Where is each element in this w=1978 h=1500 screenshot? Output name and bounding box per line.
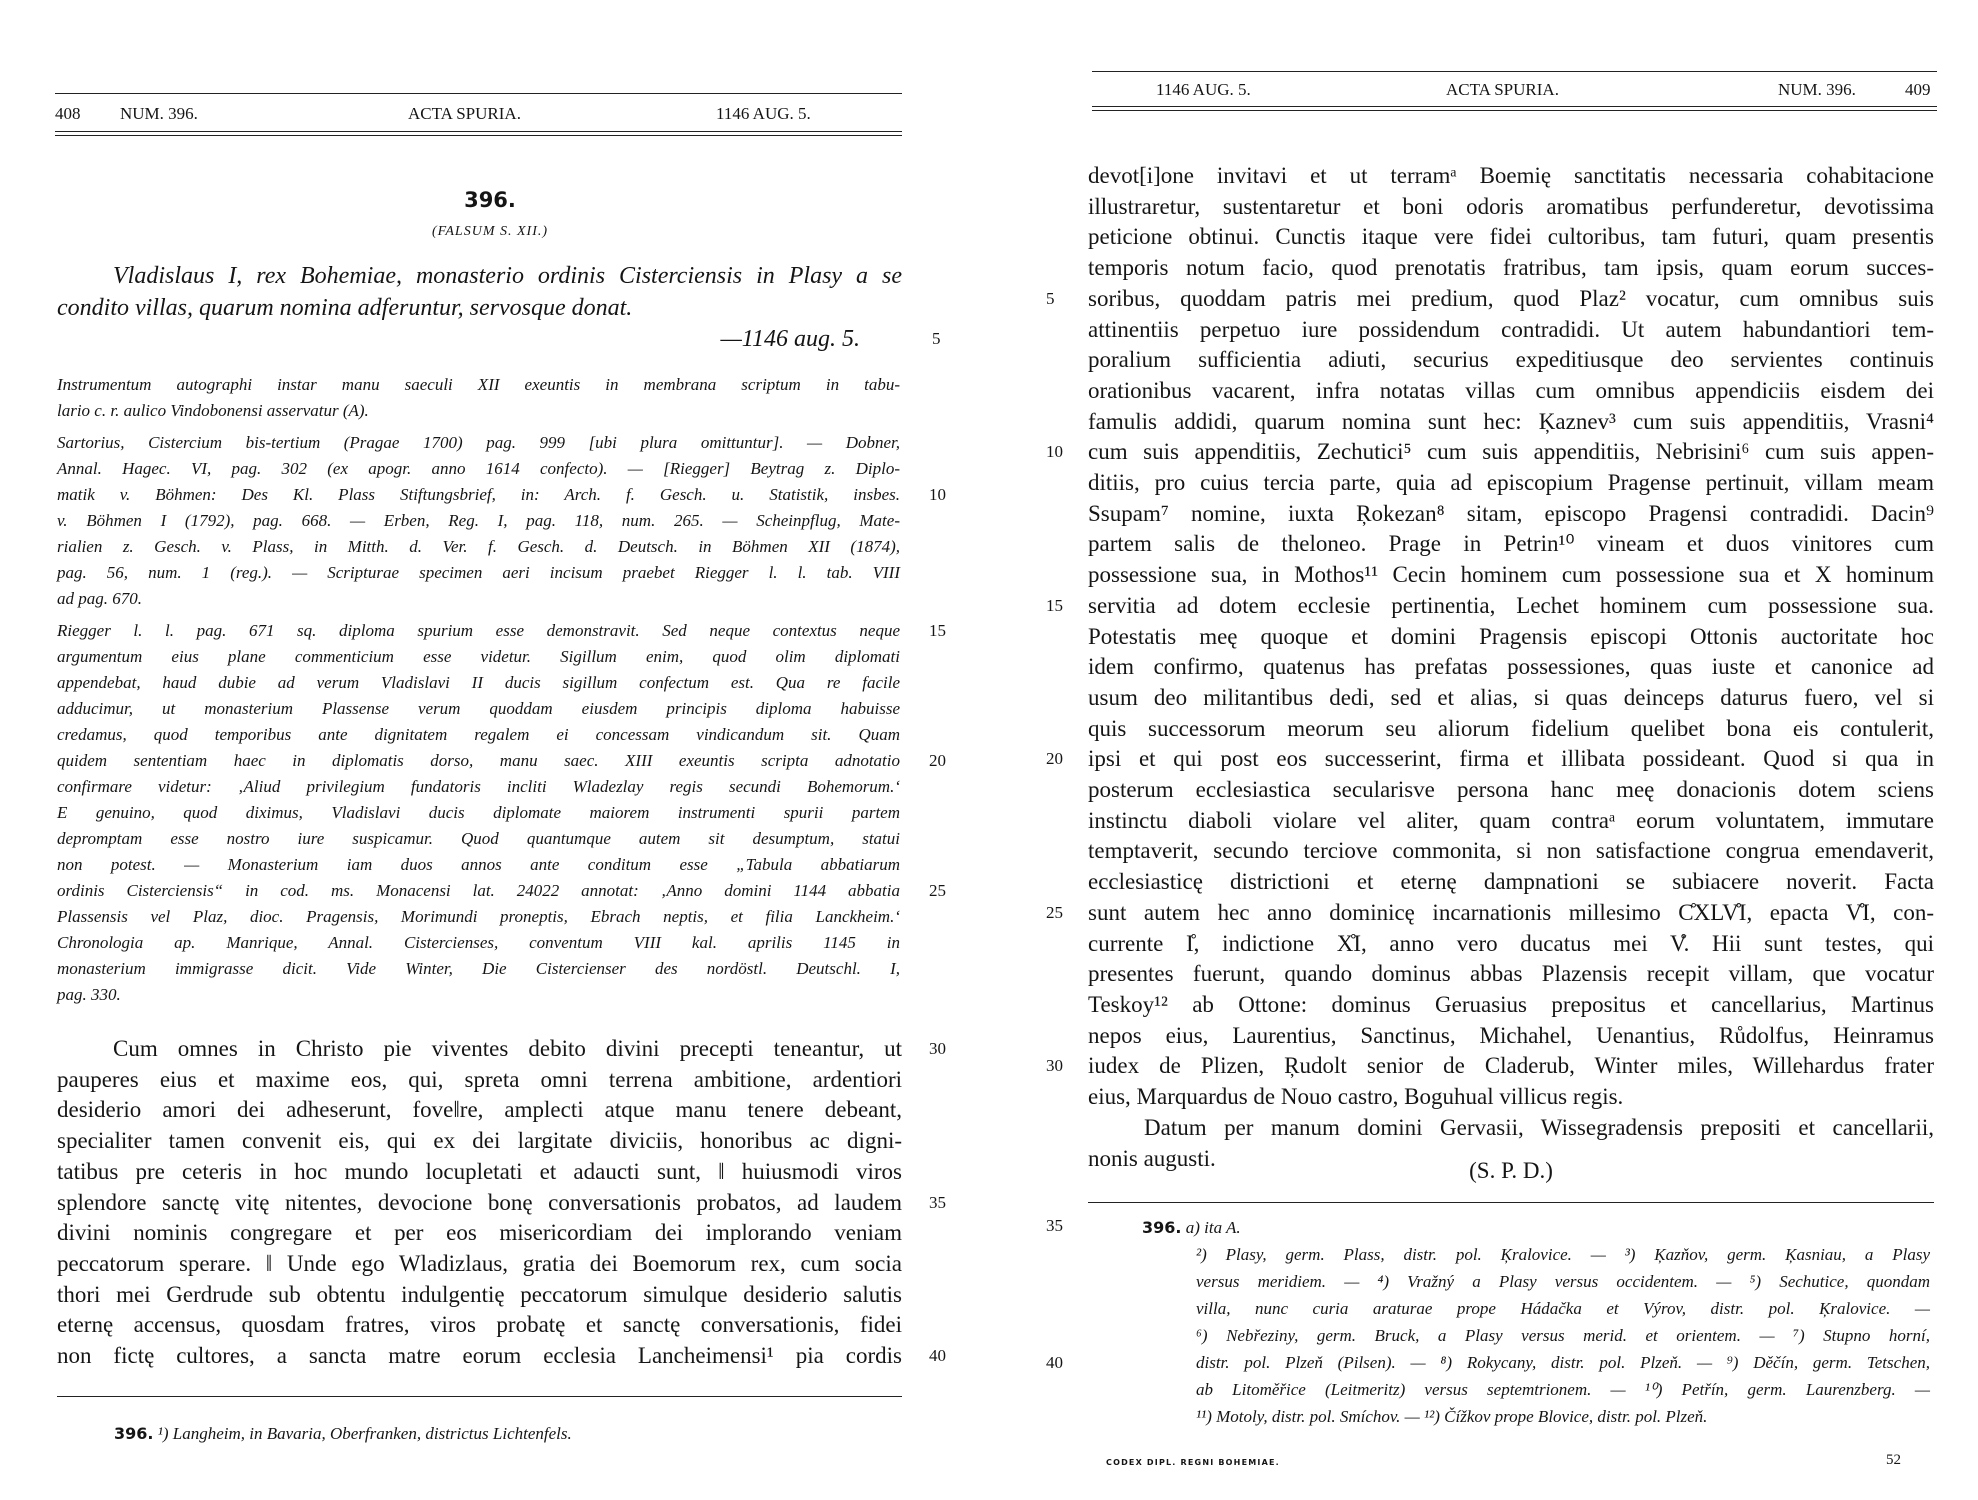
footnote-label: 396. xyxy=(114,1424,154,1443)
line-number: 15 xyxy=(929,621,946,640)
footnote-text: ¹) Langheim, in Bavaria, Oberfranken, districtus Lichtenfels. xyxy=(157,1424,572,1443)
line-number: 10 xyxy=(929,485,946,504)
text-line xyxy=(57,930,900,956)
text-line xyxy=(1088,1021,1934,1052)
text-line xyxy=(1046,744,1934,775)
text-line xyxy=(1088,1082,1934,1113)
text-line xyxy=(1088,652,1934,683)
line-text: iudex de Plizen, Ŗudolt senior de Claderub, Winter miles, Willehardus frater xyxy=(1088,1053,1934,1079)
footnote-label: 396. xyxy=(1142,1218,1182,1237)
text-line xyxy=(1088,959,1934,990)
text-line xyxy=(1088,529,1934,560)
line-text: non fictę cultores, a sancta matre eorum ecclesia Lancheimensi¹ pia cordis xyxy=(57,1343,902,1369)
document-number: 396. xyxy=(464,188,516,212)
line-text: soribus, quoddam patris mei predium, quod Plaz² vocatur, cum omnibus suis xyxy=(1088,285,1934,311)
text-line xyxy=(1088,376,1934,407)
text-line xyxy=(57,1249,902,1280)
line-text: usum deo militantibus dedi, sed et alias, si quas deinceps daturus fuero, vel si xyxy=(1088,684,1934,710)
text-line xyxy=(1088,990,1934,1021)
charter-text-left xyxy=(57,1034,946,1372)
text-line xyxy=(1046,1051,1934,1082)
page-number: 408 xyxy=(55,104,81,123)
header-date: 1146 AUG. 5. xyxy=(716,104,811,123)
text-line xyxy=(1046,898,1934,929)
line-number: 20 xyxy=(1046,749,1063,769)
text-line xyxy=(1046,437,1934,468)
line-text: Datum per manum domini Gervasii, Wissegradensis prepositi et cancellarii, xyxy=(1144,1114,1934,1140)
document-classification: (FALSUM S. XII.) xyxy=(431,224,549,239)
text-line xyxy=(1088,560,1934,591)
line-text: Ssupam⁷ nomine, iuxta Ŗokezan⁸ sitam, episcopo Pragensi contradidi. Dacin⁹ xyxy=(1088,500,1934,526)
line-text: ⁶) Nebřeziny, germ. Bruck, a Plasy versus merid. et orientem. — ⁷) Stupno horní, xyxy=(1196,1326,1930,1345)
text-line xyxy=(57,398,900,424)
text-line xyxy=(57,852,900,878)
text-line xyxy=(1088,499,1934,530)
text-line xyxy=(1196,1322,1930,1349)
line-number: 40 xyxy=(1046,1353,1063,1372)
text-line xyxy=(57,800,900,826)
text-line xyxy=(1088,1113,1934,1144)
line-number: 25 xyxy=(929,881,946,900)
line-text: famulis addidi, quarum nomina sunt hec: Ķaznev³ cum suis appenditiis, Vrasni⁴ xyxy=(1088,408,1934,434)
line-text: Sartorius, Cistercium bis-tertium (Pragae 1700) pag. 999 [ubi plura omittuntur]. — Dobner, xyxy=(57,433,900,452)
line-text: distr. pol. Plzeň (Pilsen). — ⁸) Rokycany, distr. pol. Plzeň. — ⁹) Děčín, germ. Tetschen, xyxy=(1196,1353,1930,1372)
line-text: Riegger l. l. pag. 671 sq. diploma spurium esse demonstravit. Sed neque contextus neque xyxy=(57,621,900,640)
line-text: quis successorum meorum seu aliorum fidelium quelibet bona eis contulerit, xyxy=(1088,715,1934,741)
text-line xyxy=(57,1280,902,1311)
line-text: versus meridiem. — ⁴) Vražný a Plasy versus occidentem. — ⁵) Sechutice, quondam xyxy=(1196,1272,1930,1291)
line-text: Vladislaus I, rex Bohemiae, monasterio ordinis Cisterciensis in Plasy a se xyxy=(113,263,902,289)
line-text: Cum omnes in Christo pie viventes debito divini precepti teneantur, ut xyxy=(113,1036,902,1061)
line-text: eternę accensus, quosdam fratres, viros probatę et sanctę conversationis, fidei xyxy=(57,1312,902,1338)
sheet-number: 52 xyxy=(1886,1452,1901,1468)
line-text: ab Litoměřice (Leitmeritz) versus septemtrionem. — ¹⁰) Petřín, germ. Laurenzberg. — xyxy=(1196,1380,1930,1399)
line-text: confirmare videtur: ‚Aliud privilegium fundatoris incliti Wladezlay regis secundi Bohemorum.‘ xyxy=(57,777,900,796)
text-line xyxy=(57,878,946,904)
text-line xyxy=(1088,407,1934,438)
line-text: temptaverit, secundo terciove commonita, si non satisfactione congrua emendaverit, xyxy=(1088,838,1934,864)
line-text: poralium sufficientia adiuti, securius expeditiusque deo servientes continuis xyxy=(1088,347,1934,373)
line-text: desiderio amori dei adheserunt, fove‖re, amplecti atque manu tenere debeant, xyxy=(57,1097,902,1123)
line-text: ¹¹) Motoly, distr. pol. Smíchov. — ¹²) Čížkov prope Blovice, distr. pol. Plzeň. xyxy=(1196,1407,1708,1426)
text-line xyxy=(1088,867,1934,898)
header-rule-bottom xyxy=(55,131,902,132)
text-line xyxy=(57,1310,902,1341)
text-line xyxy=(1088,806,1934,837)
text-line xyxy=(57,534,900,560)
text-line xyxy=(1088,161,1934,192)
text-line xyxy=(1088,775,1934,806)
line-text: ditiis, pro cuius tercia parte, quia ad episcopium Pragense pertinuit, villam meam xyxy=(1088,470,1934,496)
line-text: sunt autem hec anno dominicę incarnationis millesimo C̊XLV̊I, epacta V̊I, con- xyxy=(1088,899,1934,925)
line-text: ²) Plasy, germ. Plass, distr. pol. Ķralovice. — ³) Ķazňov, germ. Ķasniau, a Plasy xyxy=(1196,1245,1930,1264)
line-text: ordinis Cisterciensis“ in cod. ms. Monacensi lat. 24022 annotat: ‚Anno domini 1144 abbatia xyxy=(57,881,900,900)
footnote-first xyxy=(1142,1214,1241,1241)
text-line xyxy=(57,456,900,482)
text-line xyxy=(57,1126,902,1157)
line-text: ad pag. 670. xyxy=(57,589,142,608)
line-text: quidem sententiam haec in diplomatis dorso, manu saec. XIII exeuntis scripta adnotatio xyxy=(57,751,900,770)
text-line xyxy=(1088,222,1934,253)
line-text: nepos eius, Laurentius, Sanctinus, Michahel, Uenantius, Růdolfus, Heinramus xyxy=(1088,1022,1934,1048)
line-text: peccatorum sperare. ‖ Unde ego Wladizlaus, gratia dei Boemorum rex, cum socia xyxy=(57,1250,902,1276)
line-text: cum suis appenditiis, Zechutici⁵ cum suis appenditiis, Nebrisini⁶ cum suis appen- xyxy=(1088,439,1934,465)
text-line xyxy=(1046,591,1934,622)
line-number: 40 xyxy=(929,1346,946,1366)
line-text: Potestatis meę quoque et domini Pragensis episcopi Ottonis auctoritate hoc xyxy=(1088,623,1934,649)
text-line xyxy=(1088,622,1934,653)
line-text: idem confirmo, quatenus has prefatas possessiones, quas iuste et canonice ad xyxy=(1088,654,1934,680)
line-text: servitia ad dotem ecclesie pertinentia, Lechet hominem cum possessione sua. xyxy=(1088,592,1934,618)
line-text: Plassensis vel Plaz, dioc. Pragensis, Morimundi proneptis, Ebrach neptis, et filia Lanckheim.‘ xyxy=(57,907,900,926)
text-line: —1146 aug. 5. 5 xyxy=(57,323,902,355)
line-text: partem salis de theloneo. Prage in Petrin¹⁰ vineam et duos vinitores cum xyxy=(1088,531,1934,557)
line-text: Chronologia ap. Manrique, Annal. Cistercienses, conventum VIII kal. aprilis 1145 in xyxy=(57,933,900,952)
line-text: pauperes eius et maxime eos, qui, spreta omni terrena ambitione, ardentiori xyxy=(57,1066,902,1092)
paragraph xyxy=(57,430,946,612)
text-line xyxy=(57,1188,946,1219)
text-line xyxy=(1196,1403,1930,1430)
text-line xyxy=(57,508,900,534)
line-number: 5 xyxy=(1046,288,1055,308)
date-line xyxy=(57,323,941,355)
header-title: ACTA SPURIA. xyxy=(1446,80,1559,99)
footnote-text: a) ita A. xyxy=(1185,1218,1241,1237)
regest-summary xyxy=(57,260,902,324)
paragraph xyxy=(57,372,900,424)
text-line xyxy=(1196,1295,1930,1322)
line-text: ipsi et qui post eos successerint, firma et illibata possideant. Quod si qua in xyxy=(1088,746,1934,772)
line-text: appendebat, haud dubie ad verum Vladislavi II ducis sigillum confectum est. Qua re facile xyxy=(57,673,900,692)
text-line xyxy=(1088,468,1934,499)
line-number: 30 xyxy=(1046,1056,1063,1076)
line-number: 10 xyxy=(1046,442,1063,462)
text-line xyxy=(57,1341,946,1372)
text-line xyxy=(57,722,900,748)
text-line xyxy=(57,586,900,612)
header-rule-top xyxy=(1092,71,1937,72)
text-line xyxy=(57,292,902,324)
footnote xyxy=(114,1420,572,1447)
text-line xyxy=(57,260,902,292)
text-line xyxy=(57,904,900,930)
line-text: presentes fuerunt, quando dominus abbas Plazensis recepit villam, que vocatur xyxy=(1088,961,1934,987)
line-text: currente I̊, indictione X̊I, anno vero ducatus mei V̊. Hii sunt testes, qui xyxy=(1088,930,1934,956)
line-number: 35 xyxy=(1046,1216,1063,1235)
line-text: Annal. Hagec. VI, pag. 302 (ex apogr. anno 1614 confecto). — [Riegger] Beytrag z. Diplo- xyxy=(57,459,900,478)
header-rule-bottom xyxy=(1092,106,1937,107)
paragraph xyxy=(57,1034,946,1372)
footnote-rule xyxy=(1088,1202,1934,1203)
charter-text-right xyxy=(1046,161,1934,1174)
text-line xyxy=(1088,929,1934,960)
text-line xyxy=(57,826,900,852)
line-text: argumentum eius plane commenticium esse videtur. Sigillum enim, quod olim diplomati xyxy=(57,647,900,666)
text-line xyxy=(57,1218,902,1249)
text-line xyxy=(57,1095,902,1126)
text-line xyxy=(57,372,900,398)
line-text: lario c. r. aulico Vindobonensi asservatur (A). xyxy=(57,401,369,420)
text-line xyxy=(1196,1268,1930,1295)
line-text: temporis notum facio, quod prenotatis fratribus, tam ipsis, quam eorum succes- xyxy=(1088,255,1934,281)
line-text: pag. 330. xyxy=(57,985,121,1004)
line-text: pag. 56, num. 1 (reg.). — Scripturae specimen aeri incisum praebet Riegger l. l. tab. VIII xyxy=(57,563,900,582)
text-line xyxy=(57,560,900,586)
text-line xyxy=(57,670,900,696)
line-text: specialiter tamen convenit eis, qui ex dei largitate diviciis, honoribus ac digni- xyxy=(57,1128,902,1154)
line-text: thori mei Gerdrude sub obtentu indulgentię peccatorum simulque desiderio salutis xyxy=(57,1281,902,1307)
line-text: attinentiis perpetuo iure possidendum contradidi. Ut autem habundantiori tem- xyxy=(1088,316,1934,342)
text-line xyxy=(1088,714,1934,745)
line-text: posterum ecclesiastica secularisve persona hanc meę donacionis dotem sciens xyxy=(1088,777,1934,803)
line-text: E genuino, quod diximus, Vladislavi ducis diplomate maiorem instrumenti spurii partem xyxy=(57,803,900,822)
footnotes-list xyxy=(1046,1241,1930,1430)
paragraph xyxy=(1046,1241,1930,1430)
text-line xyxy=(57,774,900,800)
line-text: illustraretur, sustentaretur et boni odoris aromatibus perfunderetur, devotissima xyxy=(1088,193,1934,219)
paragraph xyxy=(57,618,946,1008)
line-text: instinctu diaboli violare vel aliter, quam contraᵃ eorum voluntatem, immutare xyxy=(1088,807,1934,833)
text-line xyxy=(1088,683,1934,714)
text-line xyxy=(57,430,900,456)
text-line xyxy=(1046,284,1934,315)
line-text: divini nominis congregare et per eos misericordiam dei implorando veniam xyxy=(57,1220,902,1246)
header-num: NUM. 396. xyxy=(1778,80,1856,99)
text-line xyxy=(57,482,946,508)
line-text: monasterium immigrasse dicit. Vide Winter, Die Cistercienser des nordöstl. Deutschl. I, xyxy=(57,959,900,978)
header-rule-top xyxy=(55,93,902,94)
line-number: 5 xyxy=(932,329,941,348)
text-line xyxy=(57,982,900,1008)
line-text: possessione sua, in Mothos¹¹ Cecin hominem cum possessione sua et X hominum xyxy=(1088,562,1934,588)
line-text: v. Böhmen I (1792), pag. 668. — Erben, Reg. I, pag. 118, num. 265. — Scheinpflug, Mate- xyxy=(57,511,900,530)
line-text: condito villas, quarum nomina adferuntur, servosque donat. xyxy=(57,295,633,321)
text-line xyxy=(1088,253,1934,284)
text-line xyxy=(1088,315,1934,346)
line-text: eius, Marquardus de Nouo castro, Boguhual villicus regis. xyxy=(1088,1084,1624,1110)
line-text: nonis augusti. xyxy=(1088,1145,1216,1171)
page-number: 409 xyxy=(1905,80,1931,99)
line-text: tatibus pre ceteris in hoc mundo locupletati et adaucti sunt, ‖ huiusmodi viros xyxy=(57,1158,902,1184)
line-text: rialien z. Gesch. v. Plass, in Mitth. d. Ver. f. Gesch. d. Deutsch. in Böhmen XII (1874), xyxy=(57,537,900,556)
header-rule-double xyxy=(55,135,902,136)
line-text: Teskoy¹² ab Ottone: dominus Geruasius prepositus et cancellarius, Martinus xyxy=(1088,991,1934,1017)
header-num: NUM. 396. xyxy=(120,104,198,123)
line-number: 30 xyxy=(929,1039,946,1058)
editorial-notes xyxy=(57,372,946,1014)
text-line xyxy=(57,696,900,722)
line-text: non potest. — Monasterium iam duos annos ante conditum esse „Tabula abbatiarum xyxy=(57,855,900,874)
line-text: villa, nunc curia araturae prope Hádačka et Výrov, distr. pol. Ķralovice. — xyxy=(1196,1299,1930,1318)
text-line xyxy=(57,1034,946,1065)
footnote-rule xyxy=(57,1396,902,1397)
text-line xyxy=(57,1157,902,1188)
text-line xyxy=(1196,1376,1930,1403)
header-title: ACTA SPURIA. xyxy=(408,104,521,123)
line-text: matik v. Böhmen: Des Kl. Plass Stiftungsbrief, in: Arch. f. Gesch. u. Statistik, insbes. xyxy=(57,485,900,504)
text-line xyxy=(57,644,900,670)
text-line xyxy=(1088,345,1934,376)
seal-note: (S. P. D.) xyxy=(1469,1158,1553,1183)
text-line xyxy=(1046,1349,1930,1376)
text-line xyxy=(57,956,900,982)
line-number: 15 xyxy=(1046,595,1063,615)
line-text: devot[i]one invitavi et ut terramᵃ Boemię sanctitatis necessaria cohabitacione xyxy=(1088,163,1934,188)
header-rule-double xyxy=(1092,110,1937,111)
text-line xyxy=(1088,192,1934,223)
line-text: ecclesiasticę districtioni et eternę dampnationi se subiacere noverit. Facta xyxy=(1088,869,1934,895)
text-line xyxy=(1088,836,1934,867)
line-text: adducimur, ut monasterium Plassense verum quoddam eiusdem principis diploma habuisse xyxy=(57,699,900,718)
line-text: orationibus vacarent, infra notatas villas cum omnibus appendiciis eisdem dei xyxy=(1088,377,1934,403)
text-line xyxy=(57,618,946,644)
line-text: splendore sanctę vitę nitentes, devocione bonę conversationis probatos, ad laudem xyxy=(57,1189,902,1215)
line-text: Instrumentum autographi instar manu saeculi XII exeuntis in membrana scriptum in tabu- xyxy=(57,375,900,394)
line-text: depromptam esse nostro iure suspicamur. Quod quantumque autem sit desumptum, statui xyxy=(57,829,900,848)
text-line xyxy=(1196,1241,1930,1268)
text-line xyxy=(57,748,946,774)
paragraph xyxy=(1046,161,1934,1113)
line-number: 35 xyxy=(929,1192,946,1212)
header-date: 1146 AUG. 5. xyxy=(1156,80,1251,99)
line-text: credamus, quod temporibus ante dignitatem regalem ei concessam vindicandum sit. Quam xyxy=(57,725,900,744)
printer-signature: CODEX DIPL. REGNI BOHEMIAE. xyxy=(1106,1458,1280,1467)
line-number: 25 xyxy=(1046,902,1063,922)
line-number: 20 xyxy=(929,751,946,770)
text-line xyxy=(57,1065,902,1096)
line-text: peticione obtinui. Cunctis itaque vere fidei cultoribus, tam futuri, quam presentis xyxy=(1088,224,1934,250)
